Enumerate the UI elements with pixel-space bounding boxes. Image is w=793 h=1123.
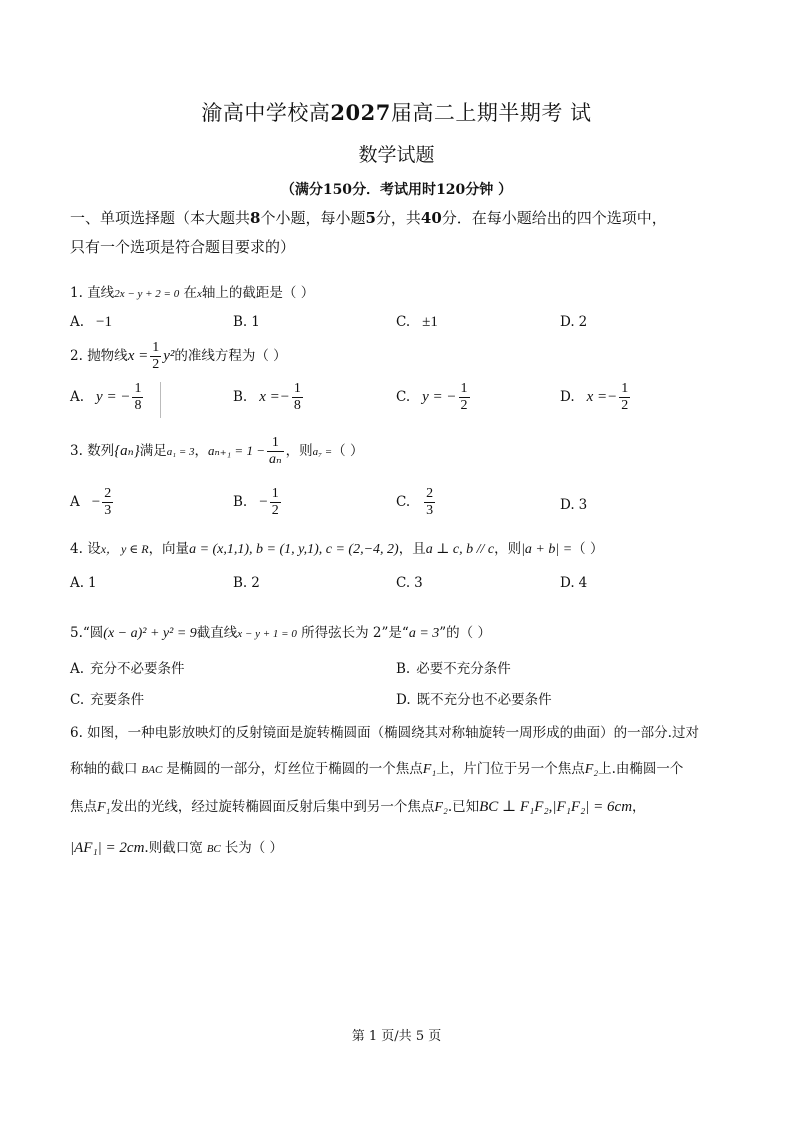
exam-note (0, 179, 793, 199)
option-lhs: x =− (259, 389, 290, 405)
math-bc: BC (206, 843, 221, 855)
math-expression: 2x − y + 2 = 0 (114, 288, 180, 300)
option-value: 充要条件 (90, 692, 145, 708)
option-label: A (70, 494, 80, 510)
question-text: 数列 (87, 443, 115, 459)
fraction-denominator: 8 (134, 398, 142, 413)
option-label: C. (396, 389, 411, 405)
question-number: 5. (70, 625, 83, 641)
section-count: 8 (250, 209, 261, 227)
option-label: A. (70, 314, 85, 330)
fraction-numerator: 2 (426, 486, 434, 501)
q5-option-d[interactable] (396, 688, 552, 708)
section-text-1: 一、单项选择题（本大题共 (70, 209, 251, 227)
fraction-numerator: 1 (293, 381, 301, 396)
question-text: 称轴的截口 (70, 761, 138, 777)
math-variables: x， y ∈ R (100, 542, 149, 556)
option-label: C. (396, 314, 411, 330)
option-label: B. (396, 661, 411, 677)
q4-option-c[interactable] (396, 575, 423, 591)
question-text: 焦点 (70, 799, 97, 815)
q3-option-c[interactable] (396, 487, 437, 518)
focus-f2: F₂ (584, 762, 599, 777)
question-text: “圆 (82, 625, 104, 641)
option-lhs: x =− (586, 389, 618, 405)
fraction (267, 436, 284, 467)
vector-conditions: a ⊥ c, b // c (425, 542, 495, 557)
question-text: （ ） (572, 541, 604, 557)
option-label: D. (396, 692, 411, 708)
scan-divider (160, 382, 161, 418)
question-text: 截直线 (196, 625, 238, 641)
math-rhs: y² (163, 348, 175, 364)
given-condition-2: |AF₁| = 2cm (70, 840, 145, 856)
q3-option-a[interactable] (70, 487, 115, 518)
fraction-numerator: 2 (104, 486, 112, 501)
q1-option-d[interactable] (560, 314, 587, 330)
focus-f2: F₂ (434, 800, 448, 815)
note-score: 150 (322, 182, 353, 198)
question-text: 轴上的截距是（ ） (201, 285, 315, 301)
q4-option-d[interactable] (560, 575, 587, 591)
question-text: 所得弦长为 2”是“ (301, 625, 409, 641)
section-text-3: 分，共 (375, 209, 421, 227)
question-number: 1. (70, 285, 83, 301)
fraction (150, 341, 161, 372)
option-value: 充分不必要条件 (90, 661, 185, 677)
fraction (424, 487, 435, 518)
fraction-numerator: 1 (271, 435, 279, 450)
title-suffix: 届高二上期半期考 试 (390, 101, 592, 125)
fraction-numerator: 1 (621, 381, 629, 396)
option-lhs: y = − (422, 389, 457, 405)
focus-f1: F₁ (97, 800, 111, 815)
title-prefix: 渝高中学校高 (201, 101, 331, 125)
option-label: A. (70, 661, 85, 677)
option-sign: − (91, 494, 101, 510)
question-text: ，且 (398, 541, 426, 557)
option-label: B. (233, 494, 248, 510)
initial-term: a₁ = 3 (166, 446, 195, 458)
q4-option-b[interactable] (233, 575, 260, 591)
q2-option-a[interactable] (70, 382, 145, 413)
fraction (459, 382, 470, 413)
option-label: A. (70, 389, 85, 405)
fraction-denominator: 2 (271, 503, 279, 518)
option-label: D. (560, 575, 575, 591)
question-6-line-2 (70, 757, 730, 778)
option-value: 4 (578, 575, 588, 591)
note-time: 120 (436, 182, 466, 198)
given-condition-1: BC ⊥ F₁F₂,|F₁F₂| = 6cm (479, 799, 633, 815)
option-label: C. (70, 692, 85, 708)
question-4 (70, 537, 603, 558)
question-5 (70, 621, 491, 642)
option-label: B. (233, 314, 248, 330)
section-instructions (70, 204, 730, 262)
note-middle: 分．考试用时 (352, 182, 437, 198)
fraction-numerator: 1 (134, 381, 142, 396)
math-variable: x (197, 288, 202, 300)
title-year: 2027 (330, 100, 391, 125)
fraction-denominator: 3 (104, 503, 112, 518)
note-prefix: （满分 (280, 182, 323, 198)
option-label: C. (396, 575, 411, 591)
option-label: D. (560, 314, 575, 330)
question-3 (70, 436, 363, 467)
option-value: 3 (414, 575, 423, 591)
option-label: B. (233, 389, 248, 405)
question-text: ，则 (285, 443, 313, 459)
condition: a = 3 (408, 626, 440, 641)
option-label: D. (560, 389, 575, 405)
q2-option-d[interactable] (560, 382, 632, 413)
question-2 (70, 341, 287, 372)
option-value: 1 (88, 575, 97, 591)
question-text: 抛物线 (87, 348, 128, 364)
circle-equation: (x − a)² + y² = 9 (103, 626, 197, 641)
exam-title (0, 97, 793, 127)
target-term: a₇ = (312, 446, 333, 458)
recurrence-lhs: aₙ₊₁ = 1 − (208, 443, 265, 458)
q2-option-c[interactable] (396, 382, 472, 413)
question-text: 上.由椭圆一个 (598, 761, 684, 777)
q2-option-b[interactable] (233, 382, 305, 413)
focus-f1: F₁ (422, 762, 437, 777)
question-6-line-1: 6. 如图，一种电影放映灯的反射镜面是旋转椭圆面（椭圆绕其对称轴旋转一周形成的曲面）的一部分.过对 (70, 725, 699, 741)
q5-option-a[interactable] (70, 657, 185, 677)
separator: ， (194, 443, 209, 459)
fraction-denominator: 2 (621, 398, 629, 413)
option-label: D. (560, 497, 575, 513)
option-value: −1 (96, 314, 113, 330)
fraction-denominator: 2 (152, 357, 160, 372)
fraction (292, 382, 303, 413)
option-value: 2 (578, 314, 588, 330)
fraction-denominator: aₙ (268, 452, 282, 467)
q1-option-b[interactable] (233, 314, 260, 330)
question-text: 上，片门位于另一个焦点 (436, 761, 585, 777)
option-lhs: y = − (96, 389, 131, 405)
question-text: 发出的光线，经过旋转椭圆面反射后集中到另一个焦点 (110, 799, 435, 815)
q1-option-c[interactable] (396, 314, 438, 331)
question-number: 2. (70, 348, 83, 364)
question-6-line-4 (70, 836, 730, 857)
vector-definitions: a = (x,1,1), b = (1, y,1), c = (2,−4, 2) (189, 542, 399, 557)
question-text: ，则 (494, 541, 522, 557)
q5-option-b[interactable] (396, 657, 511, 677)
fraction (132, 382, 143, 413)
question-text: 在 (183, 285, 198, 301)
question-text: 长为（ ） (224, 840, 284, 856)
option-label: B. (233, 575, 248, 591)
question-text: ”的（ ） (439, 625, 491, 641)
question-number: 3. (70, 443, 83, 459)
q4-option-a[interactable] (70, 575, 97, 591)
question-text: （ ） (332, 443, 364, 459)
exam-subtitle: 数学试题 (358, 144, 435, 166)
fraction (270, 487, 281, 518)
note-suffix: 分钟 ） (465, 182, 513, 198)
line-equation: x − y + 1 = 0 (237, 628, 297, 640)
question-text: 设 (87, 541, 101, 557)
section-text-2: 个小题，每小题 (260, 209, 366, 227)
fraction-numerator: 1 (460, 381, 468, 396)
q5-option-c[interactable] (70, 688, 144, 708)
math-lhs: x = (127, 348, 149, 364)
q3-option-d[interactable] (560, 497, 587, 513)
question-text: 的准线方程为（ ） (174, 348, 287, 364)
question-6-line-3 (70, 795, 730, 816)
question-text: ， (632, 799, 646, 815)
fraction-denominator: 3 (426, 503, 434, 518)
fraction (102, 487, 113, 518)
q1-option-a[interactable] (70, 314, 112, 331)
vector-magnitude: |a + b| = (521, 542, 573, 557)
fraction-numerator: 1 (152, 340, 160, 355)
fraction-denominator: 8 (293, 398, 301, 413)
question-text: 满足 (139, 443, 167, 459)
question-text: .已知 (447, 799, 480, 815)
page-footer: 第 1 页/共 5 页 (351, 1029, 442, 1044)
question-text: ，向量 (148, 541, 190, 557)
option-label: A. (70, 575, 85, 591)
math-bac: BAC (141, 764, 163, 776)
sequence: {aₙ} (114, 443, 140, 459)
fraction-denominator: 2 (460, 398, 468, 413)
option-value: 必要不充分条件 (416, 661, 511, 677)
question-text: .则截口宽 (144, 840, 203, 856)
section-text-4: 分．在每小题给出的四个选项中， (441, 209, 667, 227)
section-line-2: 只有一个选项是符合题目要求的） (70, 238, 296, 256)
question-number: 4. (70, 541, 83, 557)
option-label: C. (396, 494, 411, 510)
section-points: 5 (365, 209, 376, 227)
section-total: 40 (420, 209, 442, 227)
q3-option-b[interactable] (233, 487, 283, 518)
question-text: 是椭圆的一部分，灯丝位于椭圆的一个焦点 (166, 761, 423, 777)
option-value: 既不充分也不必要条件 (416, 692, 552, 708)
fraction (619, 382, 630, 413)
option-sign: − (259, 494, 268, 510)
option-value: 2 (251, 575, 260, 591)
option-value: 1 (251, 314, 260, 330)
question-text: 直线 (87, 285, 115, 301)
option-value: ±1 (422, 314, 438, 330)
fraction-numerator: 1 (271, 486, 279, 501)
option-value: 3 (578, 497, 588, 513)
question-1 (70, 281, 314, 301)
